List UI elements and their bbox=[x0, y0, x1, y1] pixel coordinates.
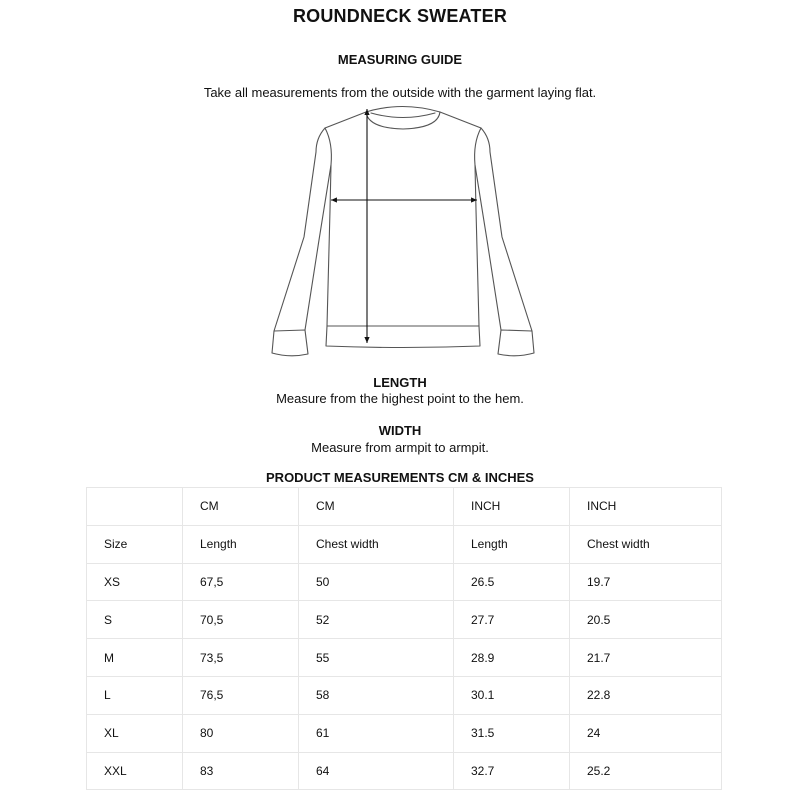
size-cell: S bbox=[87, 601, 183, 639]
table-cell: 22.8 bbox=[570, 676, 722, 714]
measuring-instruction: Take all measurements from the outside with the garment laying flat. bbox=[203, 85, 597, 100]
table-cell: 27.7 bbox=[454, 601, 570, 639]
table-cell: 25.2 bbox=[570, 752, 722, 790]
measurements-table bbox=[86, 487, 722, 790]
unit-cell: INCH bbox=[454, 488, 570, 526]
unit-cell: INCH bbox=[570, 488, 722, 526]
table-row bbox=[87, 676, 722, 714]
table-cell: 64 bbox=[299, 752, 454, 790]
table-cell: 83 bbox=[183, 752, 299, 790]
table-row bbox=[87, 639, 722, 677]
table-cell: 19.7 bbox=[570, 563, 722, 601]
size-cell: XXL bbox=[87, 752, 183, 790]
unit-cell: CM bbox=[299, 488, 454, 526]
table-cell: 61 bbox=[299, 714, 454, 752]
header-cell: Chest width bbox=[299, 525, 454, 563]
table-cell: 73,5 bbox=[183, 639, 299, 677]
header-row bbox=[87, 525, 722, 563]
table-cell: 24 bbox=[570, 714, 722, 752]
page-title: ROUNDNECK SWEATER bbox=[292, 6, 508, 26]
header-cell: Length bbox=[454, 525, 570, 563]
table-cell: 30.1 bbox=[454, 676, 570, 714]
table-cell: 67,5 bbox=[183, 563, 299, 601]
header-cell: Chest width bbox=[570, 525, 722, 563]
table-cell: 70,5 bbox=[183, 601, 299, 639]
measurement-arrows bbox=[331, 109, 477, 343]
header-cell: Size bbox=[87, 525, 183, 563]
table-row bbox=[87, 601, 722, 639]
size-cell: M bbox=[87, 639, 183, 677]
unit-cell: CM bbox=[183, 488, 299, 526]
table-cell: 32.7 bbox=[454, 752, 570, 790]
size-cell: XS bbox=[87, 563, 183, 601]
table-cell: 80 bbox=[183, 714, 299, 752]
table-row bbox=[87, 752, 722, 790]
width-description: Measure from armpit to armpit. bbox=[311, 440, 489, 455]
size-cell: XL bbox=[87, 714, 183, 752]
unit-cell bbox=[87, 488, 183, 526]
table-row bbox=[87, 714, 722, 752]
measuring-guide-heading: MEASURING GUIDE bbox=[337, 52, 463, 67]
table-cell: 31.5 bbox=[454, 714, 570, 752]
sweater-outline-icon bbox=[262, 100, 542, 365]
table-title: PRODUCT MEASUREMENTS CM & INCHES bbox=[266, 470, 534, 485]
table-cell: 21.7 bbox=[570, 639, 722, 677]
length-description: Measure from the highest point to the hem. bbox=[276, 391, 524, 406]
table-cell: 50 bbox=[299, 563, 454, 601]
header-cell: Length bbox=[183, 525, 299, 563]
sweater-body bbox=[272, 107, 534, 356]
table-cell: 76,5 bbox=[183, 676, 299, 714]
table-cell: 55 bbox=[299, 639, 454, 677]
table-row bbox=[87, 563, 722, 601]
table-cell: 58 bbox=[299, 676, 454, 714]
width-heading: WIDTH bbox=[378, 423, 422, 438]
table-cell: 20.5 bbox=[570, 601, 722, 639]
table-cell: 52 bbox=[299, 601, 454, 639]
table-cell: 26.5 bbox=[454, 563, 570, 601]
size-cell: L bbox=[87, 676, 183, 714]
table-cell: 28.9 bbox=[454, 639, 570, 677]
unit-row bbox=[87, 488, 722, 526]
length-heading: LENGTH bbox=[373, 375, 427, 390]
